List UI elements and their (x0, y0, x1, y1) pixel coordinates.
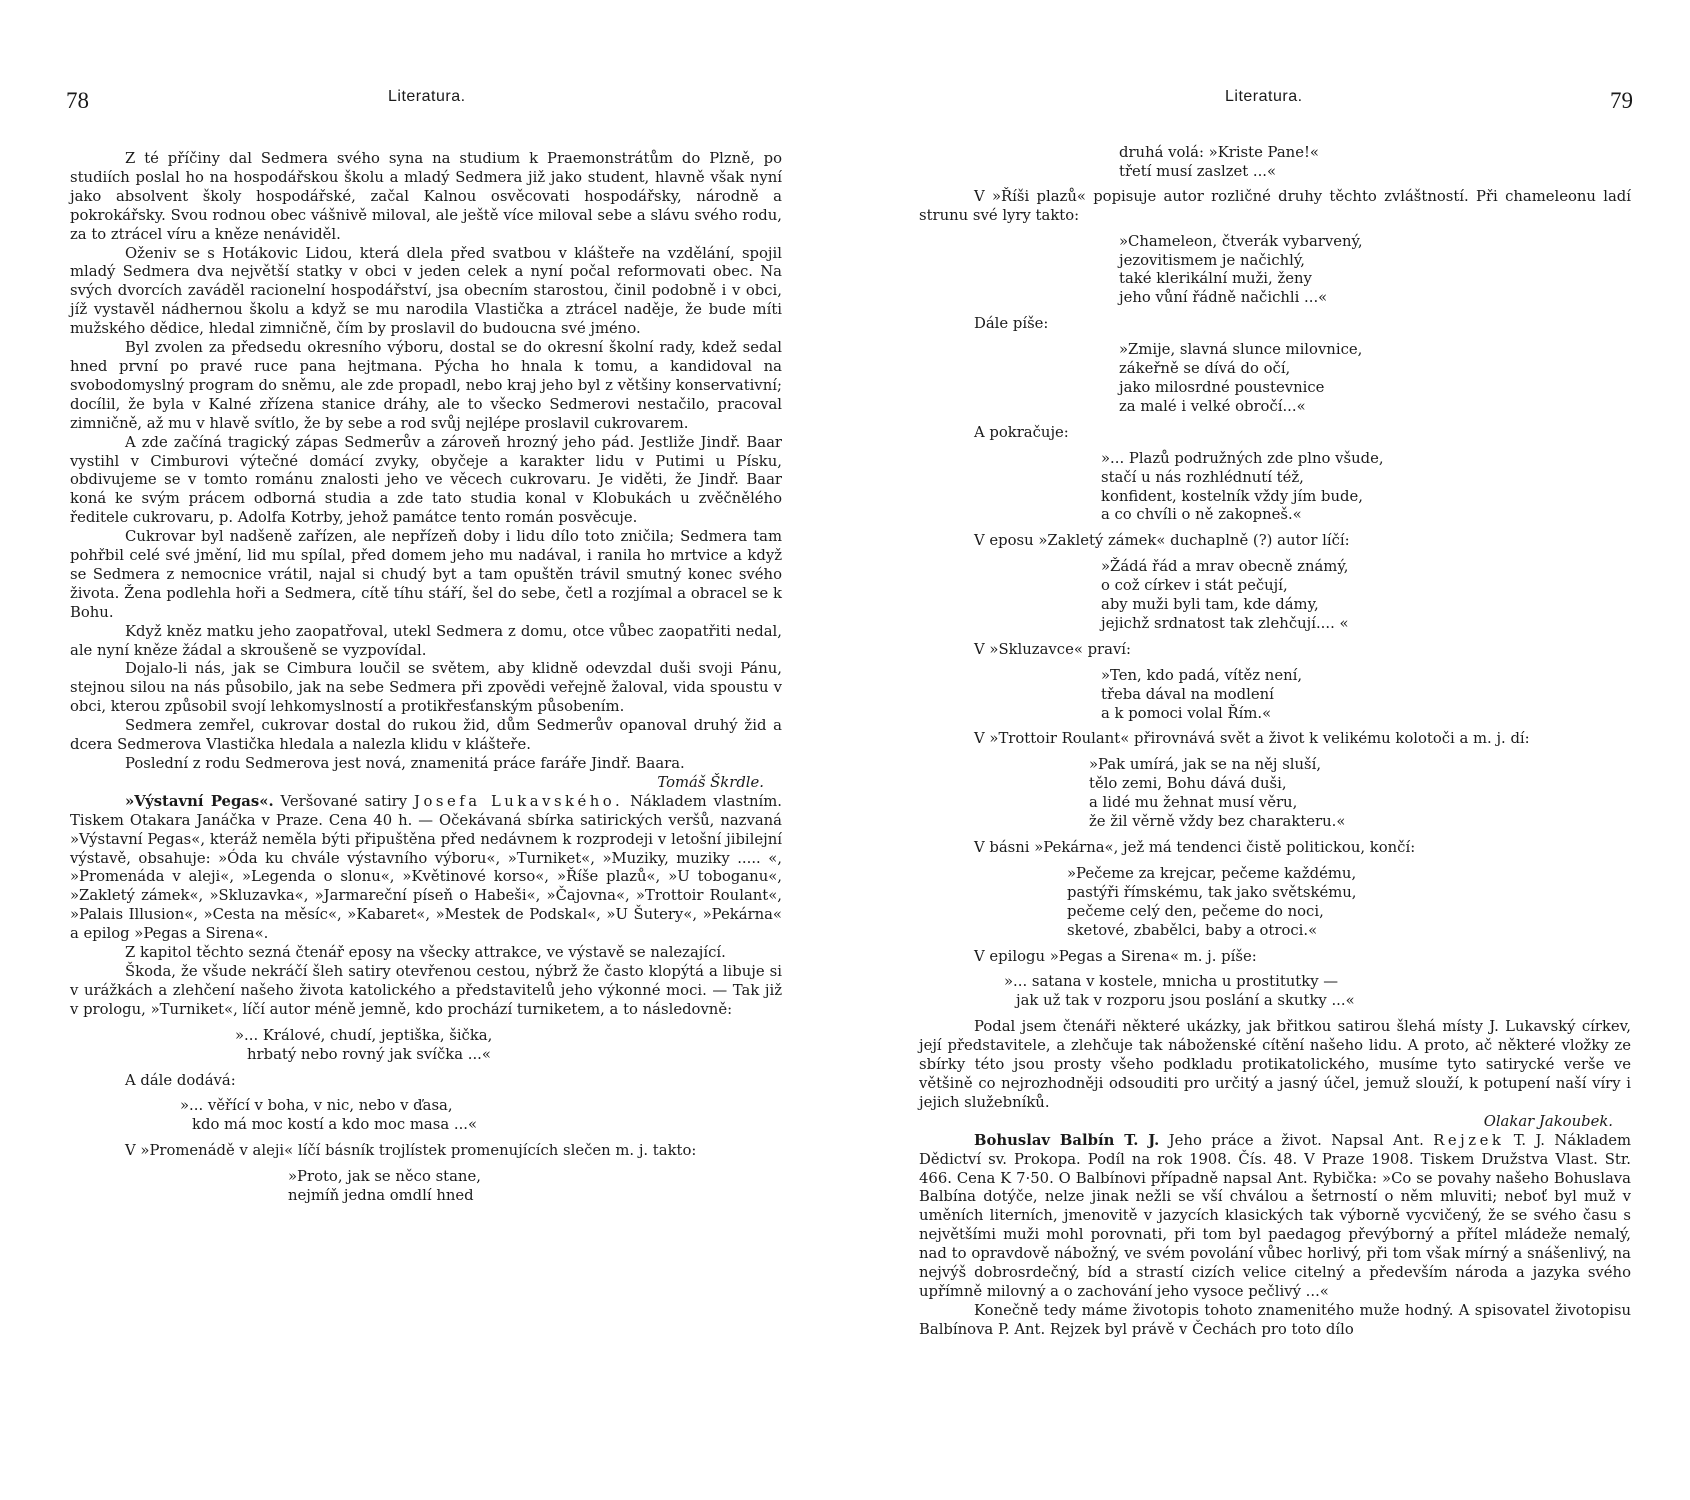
paragraph: A zde začíná tragický zápas Sedmerův a zároveň hrozný jeho pád. Jestliže Jindř. Baar vystihl v Cimburovi výtečné domácí zvyky, obyčeje a karakter lidu v Putimi u Písku, obdivujeme se v tomto románu znalosti jeho ve věcech cukrovaru. Je viděti, že Jindř. Baar koná ke svým prácem odborná studia a zde tato studia konal v Klobukách u zvěčnělého ředitele cukrovaru, p. Adolfa Kotrby, jehož památce tento román posvěcuje. (70, 433, 782, 527)
paragraph: Z kapitol těchto sezná čtenář eposy na všecky attrakce, ve výstavě se nalezající. (125, 944, 726, 962)
page-number: 79 (1610, 88, 1633, 113)
paragraph: Byl zvolen za předsedu okresního výboru, dostal se do okresní školní rady, kdež sedal hned první po pravé ruce pana hejtmana. Pýcha ho hnala k tomu, a kandidoval na svobodomyslný program do sněmu, ale zde propadl, nebo kraj jeho byl z většiny konservativní; docílil, že byla v Kalné zřízena stanice dráhy, ale to všecko Sedmerovi nestačilo, pracoval zimničně, až mu v hlavě svítlo, že by sebe a rod svůj nejlépe proslavil cukrovarem. (70, 339, 782, 432)
paragraph: V »Říši plazů« popisuje autor rozličné druhy těchto zvláštností. Při chameleonu ladí strunu své lyry takto: (919, 187, 1631, 224)
right-page (845, 0, 1690, 1500)
page-body (919, 144, 1631, 1340)
paragraph: V epilogu »Pegas a Sirena« m. j. píše: (974, 947, 1257, 965)
verse-quote: »... satana v kostele, mnicha u prostitutky — jak už tak v rozporu jsou poslání a skutky ...« (1004, 973, 1355, 1010)
paragraph: Škoda, že všude nekráčí šleh satiry otevřenou cestou, nýbrž že často klopýtá a libuje si v urážkách a zlehčení našeho života katolického a představitelů jeho výkonné moci. — Tak již v prologu, »Turniket«, líčí autor méně jemně, kdo prochází turniketem, a to následovně: (70, 962, 782, 1018)
verse-quote: »... Plazů podružných zde plno všude, stačí u nás rozhlédnutí též, konfident, kostelník vždy jím bude, a co chvíli o ně zakopneš.« (1101, 449, 1384, 524)
paragraph: Z té příčiny dal Sedmera svého syna na studium k Praemonstrátům do Plzně, po studiích poslal ho na hospodářskou školu a mladý Sedmera již jako student, hlavně však nyní jako absolvent školy hospodářské, začal Kalnou osvěcovati hospodářsky, národně a pokrokářsky. Svou rodnou obec vášnivě miloval, ale ještě více miloval sebe a slávu svého rodu, za to ztrácel víru a kněze nenáviděl. (70, 150, 782, 243)
paragraph: Konečně tedy máme životopis tohoto znamenitého muže hodný. A spisovatel životopisu Balbínova P. Ant. Rejzek byl právě v Čechách pro toto dílo (919, 1301, 1631, 1338)
running-header: Literatura. (388, 88, 466, 105)
paragraph: V »Trottoir Roulant« přirovnává svět a život k velikému kolotoči a m. j. dí: (974, 730, 1530, 748)
book-title: Bohuslav Balbín T. J. (974, 1131, 1160, 1149)
paragraph: Oženiv se s Hotákovic Lidou, která dlela před svatbou v klášteře na vzdělání, spojil mladý Sedmera dva největší statky v obci v jeden celek a nyní počal reformovati obec. Na svých dvorcích zaváděl racionelní hospodářství, jsa obecním starostou, činil podobně i v obci, jíž vystavěl nádhernou školu a když se mu narodila Vlastička a ztrácel naděje, že bude míti mužského dědice, hledal zimničně, čím by proslavil do budoucna své jméno. (70, 244, 782, 338)
author-signature: Olakar Jakoubek. (1483, 1112, 1613, 1130)
review-paragraph: »Výstavní Pegas«. Veršované satiry Josefa Lukavského. Nákladem vlastním. Tiskem Otakara Janáčka v Praze. Cena 40 h. — Očekávaná sbírka satirických veršů, nazvaná »Výstavní Pegas«, kteráž neměla býti připuštěna před nedávnem k rozprodeji v letošní jibilejní výstavě, obsahuje: »Óda ku chvále výstavního výboru«, »Turniket«, »Muziky, muziky ..... «, »Promenáda v aleji«, »Legenda o slonu«, »Květinové korso«, »Říše plazů«, »U toboganu«, »Zakletý zámek«, »Skluzavka«, »Jarmareční píseň o Habeši«, »Čajovna«, »Trottoir Roulant«, »Palais Illusion«, »Cesta na měsíc«, »Kabaret«, »Mestek de Podskal«, »U Šutery«, »Pekárna« a epilog »Pegas a Sirena«. (70, 792, 782, 943)
author-signature: Tomáš Škrdle. (657, 773, 764, 791)
paragraph: V »Promenádě v aleji« líčí básník trojlístek promenujících slečen m. j. takto: (125, 1142, 697, 1160)
verse-quote: »Zmije, slavná slunce milovnice, zákeřně se dívá do očí, jako milosrdné poustevnice za malé i velké obročí...« (1119, 341, 1363, 415)
book-author: Josefa Lukavského. (414, 792, 624, 810)
paragraph: V »Skluzavce« praví: (974, 640, 1132, 658)
paragraph: Když kněz matku jeho zaopatřoval, utekl Sedmera z domu, otce vůbec zaopatřiti nedal, ale nyní kněze žádal a skroušeně se vyzpovídal. (70, 622, 782, 659)
paragraph: Cukrovar byl nadšeně zařízen, ale nepřízeň doby i lidu dílo toto zničila; Sedmera tam pohřbil celé své jmění, lid mu spílal, před domem jeho mu nadával, i ranila ho mrtvice a když se Sedmera z nemocnice vrátil, najal si chudý byt a tam opuštěn trávil smutný konec svého života. Žena podlehla hoři a Sedmera, cítě tíhu stáří, šel do sebe, četl a rozjímal a obracel se k Bohu. (70, 528, 782, 621)
verse-quote: »... Králové, chudí, jeptiška, šička, hrbatý nebo rovný jak svíčka ...« (235, 1026, 493, 1063)
paragraph: Dojalo-li nás, jak se Cimbura loučil se světem, aby klidně odevzdal duši svoji Pánu, stejnou silou na nás působilo, jak na sebe Sedmera při zpovědi veřejně žaloval, vida spoustu v obci, kterou způsobil svojí lehkomyslností a protikřesťanským působením. (70, 660, 782, 716)
verse-quote: »Chameleon, čtverák vybarvený, jezovitismem je načichlý, také klerikální muži, ženy jeho vůní řádně načichli ...« (1119, 232, 1363, 307)
paragraph: Podal jsem čtenáři některé ukázky, jak břitkou satirou šlehá místy J. Lukavský církev, její představitele, a zlehčuje tak náboženské cítění našeho lidu. A proto, ač některé vložky ze sbírky této jsou prosty všeho podkladu protikatolického, musíme tyto satirycké verše ve většině co nejrozhodněji odsouditi pro určitý a jasný účel, jemuž slouží, k potupení naší víry i jejich služebníků. (919, 1018, 1631, 1111)
verse-quote: »Proto, jak se něco stane, nejmíň jedna omdlí hned (288, 1168, 481, 1205)
running-header: Literatura. (1225, 88, 1303, 105)
page-body (70, 150, 782, 1213)
verse-quote: »Žádá řád a mrav obecně známý, o což církev i stát pečují, aby muži byli tam, kde dámy, jejichž srdnatost tak zlehčují.... « (1101, 558, 1349, 632)
verse-quote: »Ten, kdo padá, vítěz není, třeba dával na modlení a k pomoci volal Řím.« (1101, 666, 1303, 722)
paragraph: V básni »Pekárna«, jež má tendenci čistě politickou, končí: (974, 839, 1416, 856)
book-title: »Výstavní Pegas«. (125, 792, 274, 810)
paragraph: Poslední z rodu Sedmerova jest nová, znamenitá práce faráře Jindř. Baara. (125, 755, 685, 772)
book-author: Rejzek (1433, 1131, 1505, 1149)
verse-quote: druhá volá: »Kriste Pane!« třetí musí zaslzet ...« (1119, 144, 1319, 180)
paragraph: Sedmera zemřel, cukrovar dostal do rukou žid, dům Sedmerův opanoval druhý žid a dcera Sedmerova Vlastička hledala a nalezla klidu v klášteře. (70, 717, 782, 754)
paragraph: A pokračuje: (974, 423, 1069, 441)
verse-quote: »Pak umírá, jak se na něj sluší, tělo zemi, Bohu dává duši, a lidé mu žehnat musí věru, že žil věrně vždy bez charakteru.« (1089, 756, 1346, 831)
paragraph: Dále píše: (974, 315, 1049, 333)
verse-quote: »... věřící v boha, v nic, nebo v ďasa, kdo má moc kostí a kdo moc masa ...« (180, 1097, 478, 1134)
verse-quote: »Pečeme za krejcar, pečeme každému, pastýři římskému, tak jako světskému, pečeme celý den, pečeme do noci, sketové, zbabělci, baby a otroci.« (1067, 864, 1357, 939)
paragraph: V eposu »Zakletý zámek« duchaplně (?) autor líčí: (974, 532, 1350, 550)
paragraph: A dále dodává: (125, 1071, 236, 1089)
page-number: 78 (66, 88, 89, 113)
review-paragraph: Bohuslav Balbín T. J. Jeho práce a život. Napsal Ant. Rejzek T. J. Nákladem Dědictví sv. Prokopa. Podíl na rok 1908. Čís. 48. V Praze 1908. Tiskem Družstva Vlast. Str. 466. Cena K 7·50. O Balbínovi případně napsal Ant. Rybička: »Co se povahy našeho Bohuslava Balbína dotýče, nelze jinak nežli se vší chválou a šetrností o něm mluviti; neboť byl muž v uměních literních, jmenovitě v jazycích klasických tak výborně vycvičený, že se svého času s největšími muži mohl porovnati, při tom byl paedagog převýborný a přítel mládeže nemalý, nad to opravdově nábožný, ve svém povolání vůbec horlivý, při tom však mírný a snášenlivý, na nejvýš dobrosrdečný, bíd a strastí cizích velice citelný a především národa a jazyka svého upřímně milovný a o zachování jeho vysoce pečlivý ...« (919, 1131, 1631, 1300)
